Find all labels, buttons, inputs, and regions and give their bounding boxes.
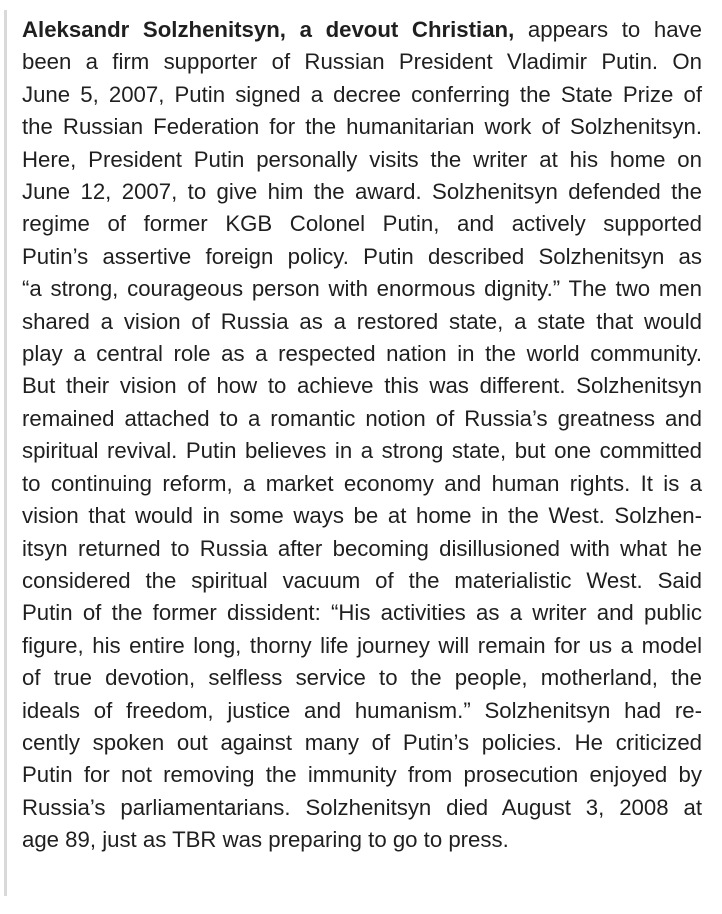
caption-line: play a central role as a respected nation in the world community. [22,341,702,367]
caption-lead: Aleksandr Solzhenitsyn, a devout Christian, [22,17,515,42]
caption-line: Putin of the former dissident: “His activities as a writer and public [22,600,702,626]
photo-caption [22,14,702,857]
column-rule [4,10,7,896]
caption-line: figure, his entire long, thorny life journey will remain for us a model [22,632,702,658]
caption-line: to continuing reform, a market economy and human rights. It is a [22,470,702,496]
caption-line: June 5, 2007, Putin signed a decree conferring the State Prize of [22,81,702,107]
caption-line: been a firm supporter of Russian President Vladimir Putin. On [22,49,702,75]
caption-line: Here, President Putin personally visits the writer at his home on [22,146,702,172]
caption-line: Putin’s assertive foreign policy. Putin described Solzhenitsyn as [22,243,702,269]
caption-line: June 12, 2007, to give him the award. Solzhenitsyn defended the [22,179,702,205]
caption-line: shared a vision of Russia as a restored state, a state that would [22,308,702,334]
caption-line [22,14,702,46]
caption-line: Russia’s parliamentarians. Solzhenitsyn died August 3, 2008 at [22,794,702,820]
caption-line: spiritual revival. Putin believes in a strong state, but one committed [22,438,702,464]
caption-line: age 89, just as TBR was preparing to go to press. [22,827,509,853]
caption-line: vision that would in some ways be at home in the West. Solzhen- [22,503,702,529]
caption-line: ideals of freedom, justice and humanism.” Solzhenitsyn had re- [22,697,702,723]
caption-line: itsyn returned to Russia after becoming disillusioned with what he [22,535,702,561]
caption-line: remained attached to a romantic notion of Russia’s greatness and [22,405,702,431]
caption-line-text: appears to have [514,17,702,42]
caption-line: “a strong, courageous person with enormous dignity.” The two men [22,276,702,302]
caption-line: considered the spiritual vacuum of the materialistic West. Said [22,567,702,593]
caption-line: Putin for not removing the immunity from prosecution enjoyed by [22,762,702,788]
caption-line: the Russian Federation for the humanitarian work of Solzhenitsyn. [22,114,702,140]
caption-line: cently spoken out against many of Putin’s policies. He criticized [22,729,702,755]
caption-line: regime of former KGB Colonel Putin, and actively supported [22,211,702,237]
caption-line: of true devotion, selfless service to the people, motherland, the [22,665,702,691]
caption-line: But their vision of how to achieve this was different. Solzhenitsyn [22,373,702,399]
